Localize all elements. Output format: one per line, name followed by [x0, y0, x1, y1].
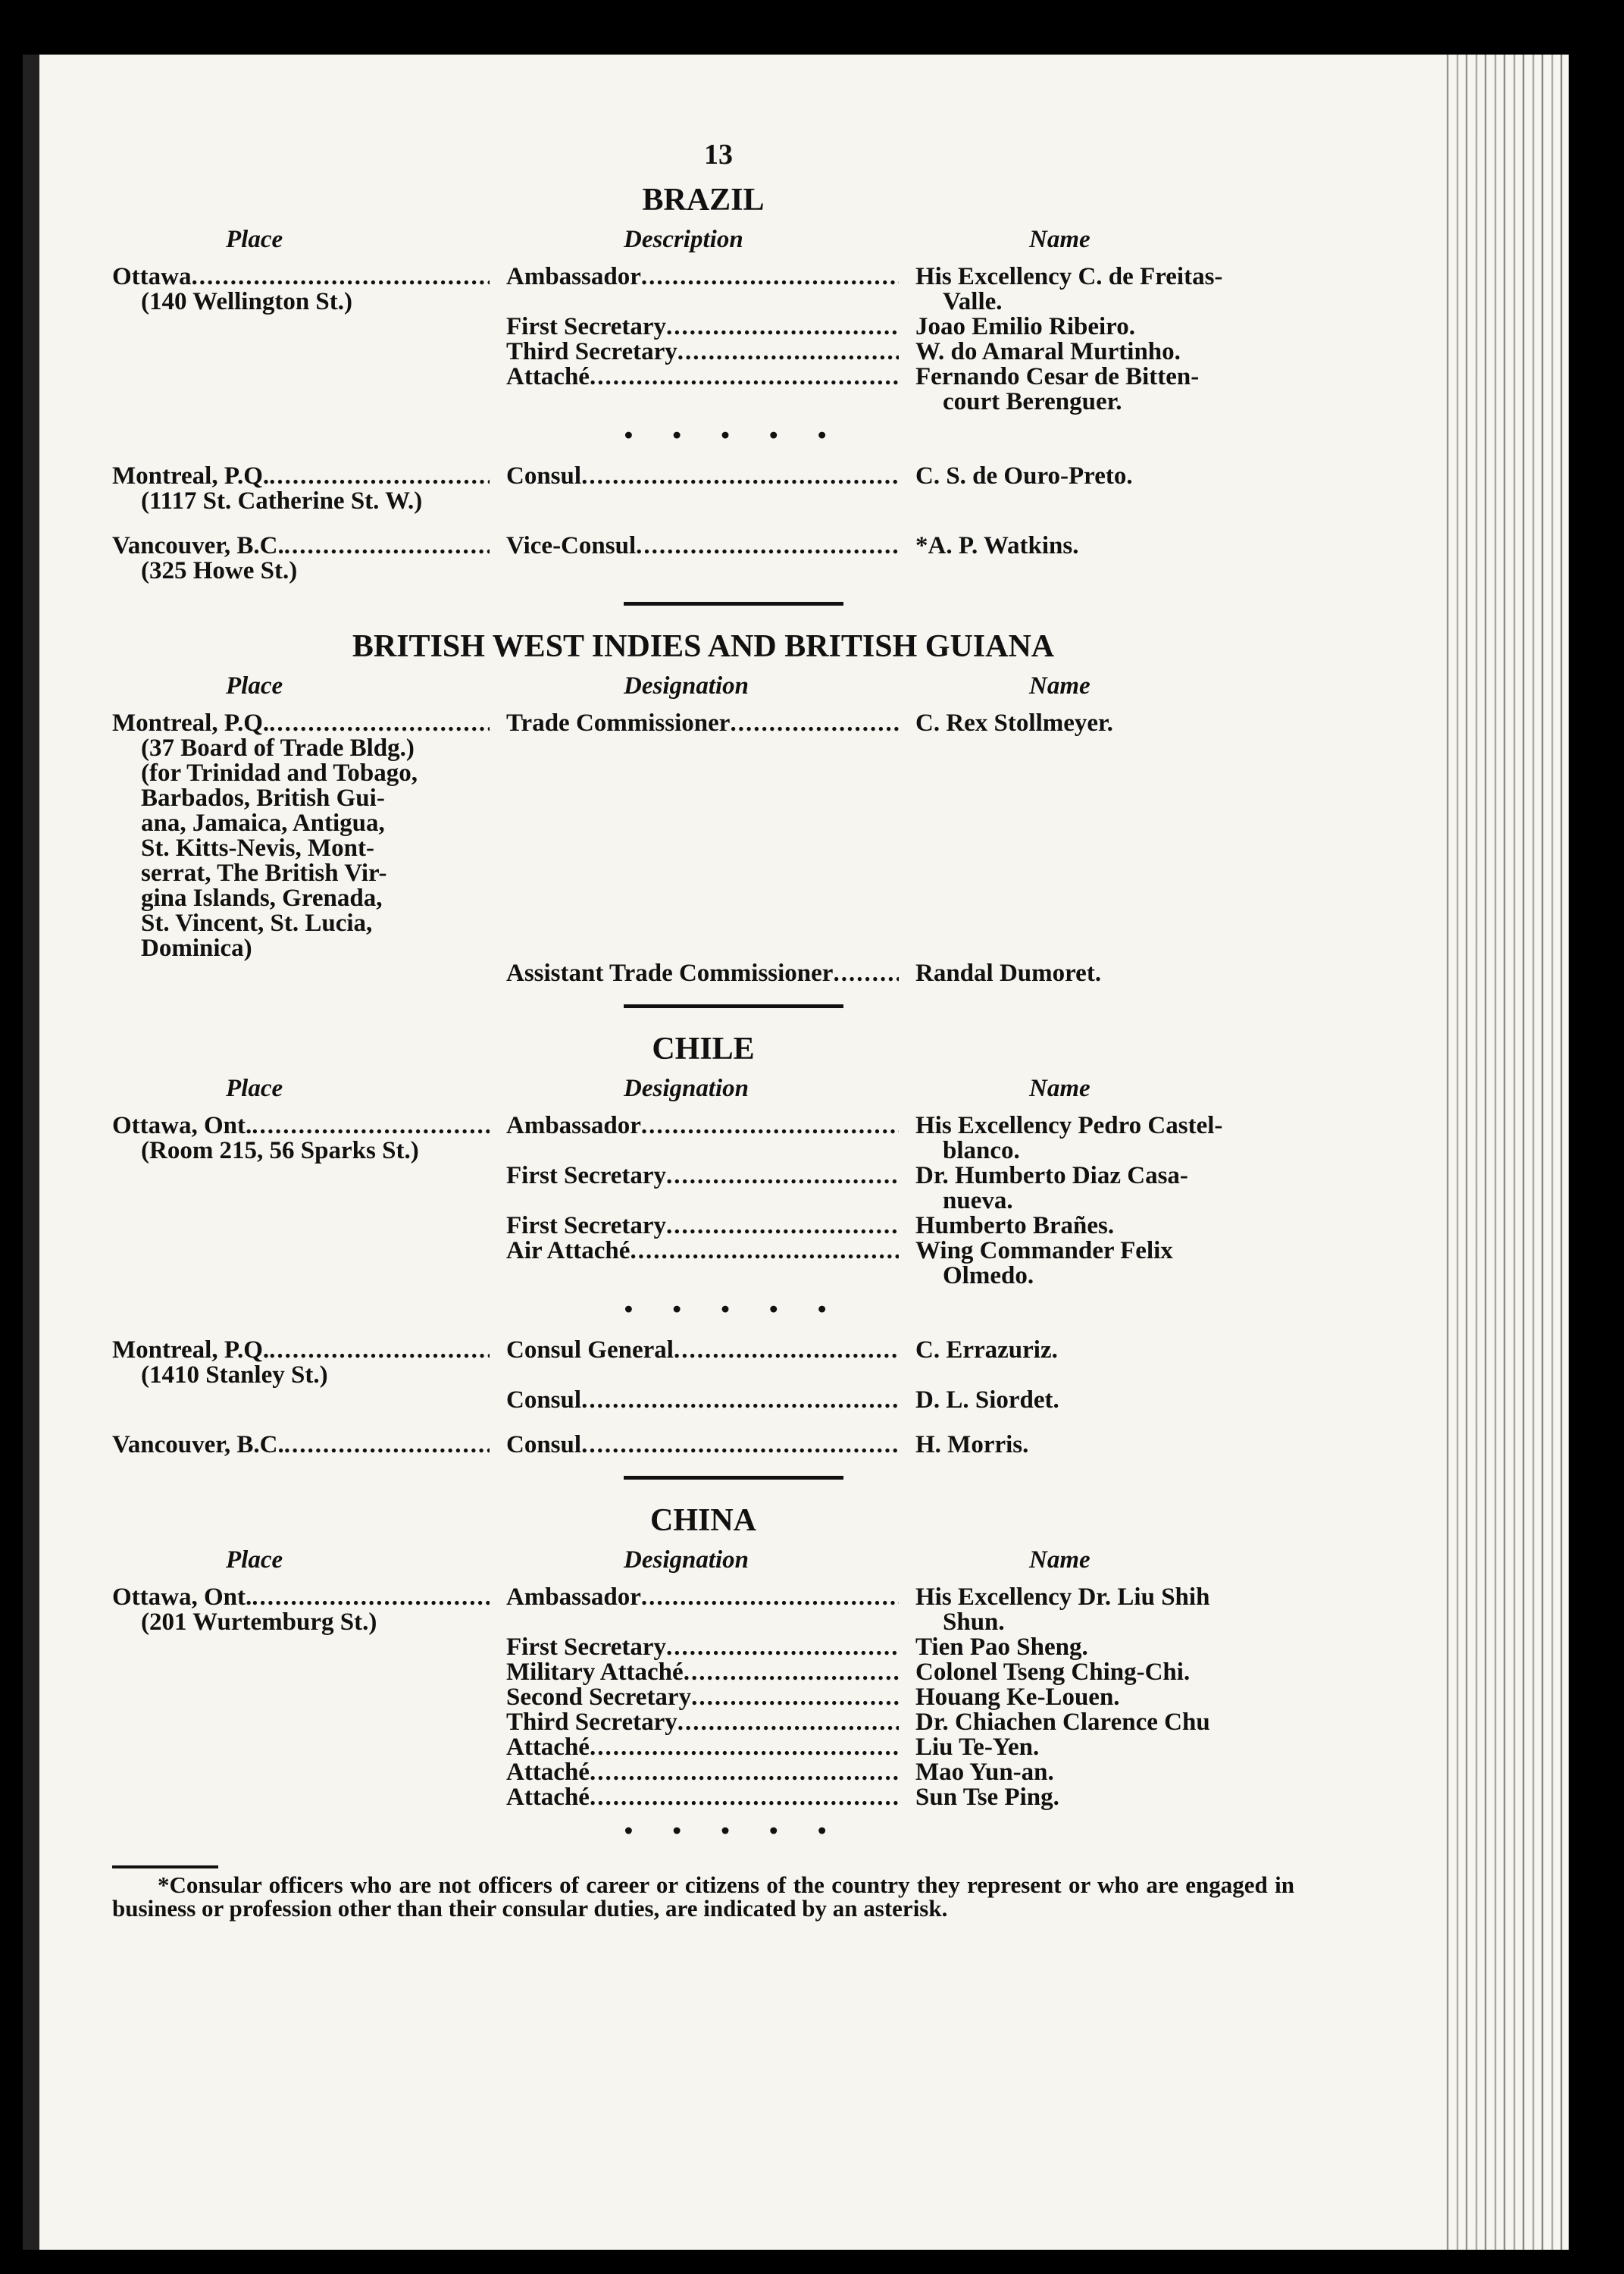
place-cell	[112, 315, 506, 340]
designation	[506, 711, 899, 736]
name-cell	[915, 1685, 1287, 1710]
place-cell	[112, 1735, 506, 1760]
dot-leader	[674, 1338, 899, 1363]
column-headers	[112, 672, 1294, 700]
designation-text: Consul	[506, 1431, 582, 1458]
name: Joao Emilio Ribeiro.	[915, 313, 1135, 340]
entry-row	[112, 315, 1294, 340]
designation-text: Ambassador	[506, 1112, 641, 1139]
document-page	[23, 55, 1569, 2250]
designation	[506, 265, 899, 290]
dot-leader	[666, 1214, 899, 1239]
place-text: Ottawa, Ont.	[112, 1583, 252, 1611]
column-header: Designation	[624, 672, 749, 700]
section-title: BRITISH WEST INDIES AND BRITISH GUIANA	[352, 629, 1055, 664]
name: Houang Ke-Louen.	[915, 1684, 1120, 1711]
designation-text: Military Attaché	[506, 1659, 684, 1686]
designation	[506, 534, 899, 559]
name-cell	[915, 534, 1287, 584]
name-cell	[915, 1214, 1287, 1239]
name: W. do Amaral Murtinho.	[915, 338, 1181, 365]
place-cell	[112, 1433, 506, 1458]
entry-row	[112, 1735, 1294, 1760]
name: Fernando Cesar de Bitten-	[915, 363, 1200, 390]
entry-row	[112, 340, 1294, 365]
name: Randal Dumoret.	[915, 960, 1102, 987]
entry-row	[112, 1164, 1294, 1214]
designation-text: Attaché	[506, 1759, 590, 1786]
place	[112, 464, 490, 489]
designation	[506, 1660, 899, 1685]
address-line: serrat, The British Vir-	[141, 860, 387, 887]
entry-row	[112, 1114, 1294, 1164]
dot-leader	[581, 464, 899, 489]
dot-leader	[641, 265, 899, 290]
address-line: ana, Jamaica, Antigua,	[141, 810, 385, 837]
entry-row	[112, 1388, 1294, 1413]
place-text: Montreal, P.Q.	[112, 1336, 270, 1364]
column-header: Place	[226, 226, 283, 253]
designation-cell	[506, 711, 915, 961]
address: (201 Wurtemburg St.)	[141, 1608, 377, 1636]
binding-edge	[23, 55, 39, 2250]
name-cell	[915, 1585, 1287, 1635]
place-cell	[112, 464, 506, 514]
entry-row	[112, 365, 1294, 415]
name-cell	[915, 1114, 1287, 1164]
place-cell	[112, 1710, 506, 1735]
entry-row	[112, 1660, 1294, 1685]
designation-cell	[506, 315, 915, 340]
column-header: Name	[1029, 672, 1090, 700]
column-header: Name	[1029, 226, 1090, 253]
designation	[506, 961, 899, 986]
designation-text: Consul	[506, 462, 582, 490]
designation-cell	[506, 1685, 915, 1710]
dot-leader	[590, 1735, 899, 1760]
designation-cell	[506, 534, 915, 584]
dot-leader	[191, 265, 490, 290]
dot-leader	[833, 961, 899, 986]
place-cell	[112, 534, 506, 584]
name-cell	[915, 1760, 1287, 1785]
name-cell	[915, 464, 1287, 514]
dot-leader	[252, 1114, 490, 1139]
designation-text: Third Secretary	[506, 338, 677, 365]
designation-cell	[506, 1433, 915, 1458]
dot-leader	[590, 1785, 899, 1810]
designation-cell	[506, 1760, 915, 1785]
entry-row	[112, 1239, 1294, 1289]
column-header: Description	[624, 226, 743, 253]
dot-leader	[581, 1433, 899, 1458]
place-cell	[112, 1635, 506, 1660]
footnote-rule	[112, 1865, 218, 1868]
place-cell	[112, 365, 506, 415]
address-line: Barbados, British Gui-	[141, 785, 385, 812]
place-text: Montreal, P.Q.	[112, 709, 270, 737]
name-cell	[915, 1710, 1287, 1735]
name: His Excellency Pedro Castel-	[915, 1112, 1223, 1139]
name: Sun Tse Ping.	[915, 1784, 1059, 1811]
designation	[506, 1388, 899, 1413]
designation-cell	[506, 1660, 915, 1685]
page-stack-edge	[1440, 55, 1569, 2250]
designation-text: Assistant Trade Commissioner	[506, 960, 834, 987]
designation	[506, 1785, 899, 1810]
name-continuation: Valle.	[943, 288, 1003, 315]
address-line: (37 Board of Trade Bldg.)	[141, 735, 415, 762]
name: *A. P. Watkins.	[915, 532, 1079, 559]
name-cell	[915, 1164, 1287, 1214]
designation-text: Air Attaché	[506, 1237, 631, 1264]
dot-leader	[666, 315, 899, 340]
entry-row	[112, 961, 1294, 986]
designation-cell	[506, 1710, 915, 1735]
place	[112, 711, 490, 736]
designation	[506, 1735, 899, 1760]
separator-bullets: • • • • •	[624, 422, 843, 449]
entry-row	[112, 1760, 1294, 1785]
place-cell	[112, 340, 506, 365]
name: Colonel Tseng Ching-Chi.	[915, 1659, 1191, 1686]
column-header: Place	[226, 672, 283, 700]
name: Dr. Humberto Diaz Casa-	[915, 1162, 1188, 1189]
dot-leader	[666, 1164, 899, 1189]
place-text: Montreal, P.Q.	[112, 462, 270, 490]
place-cell	[112, 1338, 506, 1388]
dot-leader	[641, 1585, 899, 1610]
place	[112, 1338, 490, 1363]
designation-text: Consul	[506, 1386, 582, 1414]
designation-cell	[506, 365, 915, 415]
dot-leader	[590, 365, 899, 390]
name-cell	[915, 1388, 1287, 1413]
place-cell	[112, 1114, 506, 1164]
dot-leader	[666, 1635, 899, 1660]
place	[112, 1114, 490, 1139]
name-cell	[915, 1635, 1287, 1660]
name: Tien Pao Sheng.	[915, 1633, 1088, 1661]
section-title: CHILE	[652, 1032, 755, 1067]
section-rule	[624, 602, 843, 606]
block-gap	[112, 1413, 1294, 1433]
designation-cell	[506, 1635, 915, 1660]
entry-row	[112, 1685, 1294, 1710]
designation	[506, 1585, 899, 1610]
page-number: 13	[704, 139, 733, 171]
dot-leader	[269, 1338, 490, 1363]
place-cell	[112, 1164, 506, 1214]
designation-text: First Secretary	[506, 1212, 667, 1239]
place-cell	[112, 961, 506, 986]
address-line: St. Kitts-Nevis, Mont-	[141, 835, 374, 862]
designation-cell	[506, 1735, 915, 1760]
address: (Room 215, 56 Sparks St.)	[141, 1137, 419, 1164]
address: (1410 Stanley St.)	[141, 1361, 328, 1389]
name-continuation: blanco.	[943, 1137, 1020, 1164]
name-cell	[915, 265, 1287, 315]
dot-leader	[691, 1685, 899, 1710]
name: Liu Te-Yen.	[915, 1734, 1040, 1761]
section-title: BRAZIL	[642, 183, 765, 218]
designation-text: Vice-Consul	[506, 532, 637, 559]
designation-cell	[506, 1585, 915, 1635]
designation-cell	[506, 1388, 915, 1413]
section-rule	[624, 1476, 843, 1480]
designation	[506, 1635, 899, 1660]
name-cell	[915, 315, 1287, 340]
designation	[506, 464, 899, 489]
designation-text: Consul General	[506, 1336, 674, 1364]
designation-text: Attaché	[506, 1784, 590, 1811]
name: C. Errazuriz.	[915, 1336, 1058, 1364]
separator-bullets: • • • • •	[624, 1296, 843, 1323]
place-cell	[112, 711, 506, 961]
designation-cell	[506, 1239, 915, 1289]
entry-row	[112, 1433, 1294, 1458]
designation-cell	[506, 961, 915, 986]
designation-text: Ambassador	[506, 263, 641, 290]
name-cell	[915, 1660, 1287, 1685]
designation	[506, 1164, 899, 1189]
address: (1117 St. Catherine St. W.)	[141, 487, 423, 515]
place-cell	[112, 1585, 506, 1635]
name: C. S. de Ouro-Preto.	[915, 462, 1133, 490]
place-cell	[112, 1214, 506, 1239]
name: H. Morris.	[915, 1431, 1029, 1458]
designation-cell	[506, 265, 915, 315]
designation	[506, 315, 899, 340]
designation-text: Ambassador	[506, 1583, 641, 1611]
designation-text: First Secretary	[506, 1162, 667, 1189]
page-content	[112, 138, 1294, 1920]
dot-leader	[641, 1114, 899, 1139]
name-cell	[915, 1338, 1287, 1388]
dot-leader	[636, 534, 899, 559]
column-header: Place	[226, 1546, 283, 1574]
designation-cell	[506, 464, 915, 514]
entry-row	[112, 1214, 1294, 1239]
designation-text: Second Secretary	[506, 1684, 692, 1711]
place-cell	[112, 1785, 506, 1810]
designation-text: First Secretary	[506, 313, 667, 340]
entry-row	[112, 1635, 1294, 1660]
column-header: Name	[1029, 1546, 1090, 1574]
designation	[506, 365, 899, 390]
name-cell	[915, 711, 1287, 961]
column-headers	[112, 226, 1294, 254]
dot-leader	[284, 534, 490, 559]
address-line: (for Trinidad and Tobago,	[141, 760, 418, 787]
place-cell	[112, 265, 506, 315]
dot-leader	[677, 1710, 899, 1735]
place	[112, 534, 490, 559]
designation	[506, 1239, 899, 1264]
designation	[506, 1760, 899, 1785]
place	[112, 1433, 490, 1458]
designation	[506, 1710, 899, 1735]
place	[112, 265, 490, 290]
designation-cell	[506, 1338, 915, 1388]
separator-bullets: • • • • •	[624, 1818, 843, 1845]
designation-cell	[506, 1164, 915, 1214]
dot-leader	[269, 464, 490, 489]
name-cell	[915, 365, 1287, 415]
name: Mao Yun-an.	[915, 1759, 1054, 1786]
dot-leader	[284, 1433, 490, 1458]
column-header: Designation	[624, 1075, 749, 1102]
name: D. L. Siordet.	[915, 1386, 1059, 1414]
name: C. Rex Stollmeyer.	[915, 709, 1113, 737]
dot-leader	[684, 1660, 899, 1685]
designation-text: First Secretary	[506, 1633, 667, 1661]
dot-leader	[730, 711, 899, 736]
name: Dr. Chiachen Clarence Chu	[915, 1709, 1210, 1736]
column-header: Name	[1029, 1075, 1090, 1102]
address-line: gina Islands, Grenada,	[141, 885, 383, 912]
name-continuation: Shun.	[943, 1608, 1005, 1636]
dot-leader	[630, 1239, 899, 1264]
entry-row	[112, 265, 1294, 315]
designation	[506, 340, 899, 365]
dot-leader	[590, 1760, 899, 1785]
place-cell	[112, 1660, 506, 1685]
entry-row	[112, 1338, 1294, 1388]
column-header: Place	[226, 1075, 283, 1102]
dot-leader	[581, 1388, 899, 1413]
designation	[506, 1685, 899, 1710]
column-header: Designation	[624, 1546, 749, 1574]
name-cell	[915, 1785, 1287, 1810]
place	[112, 1585, 490, 1610]
name-cell	[915, 1433, 1287, 1458]
column-headers	[112, 1546, 1294, 1574]
designation-cell	[506, 1214, 915, 1239]
name-continuation: nueva.	[943, 1187, 1013, 1214]
name-cell	[915, 961, 1287, 986]
block-gap	[112, 514, 1294, 534]
name-cell	[915, 1735, 1287, 1760]
section-title: CHINA	[649, 1503, 756, 1538]
entry-row	[112, 464, 1294, 514]
dot-leader	[677, 340, 899, 365]
designation-text: Attaché	[506, 363, 590, 390]
entry-row	[112, 1785, 1294, 1810]
address: (140 Wellington St.)	[141, 288, 353, 315]
entry-row	[112, 1710, 1294, 1735]
designation	[506, 1433, 899, 1458]
designation-text: Third Secretary	[506, 1709, 677, 1736]
dot-leader	[252, 1585, 490, 1610]
name: Humberto Brañes.	[915, 1212, 1115, 1239]
designation-text: Trade Commissioner	[506, 709, 731, 737]
designation	[506, 1214, 899, 1239]
section-rule	[624, 1004, 843, 1008]
designation-cell	[506, 340, 915, 365]
footnote: *Consular officers who are not officers of career or citizens of the country they represent or who are engaged in business or profession other than their consular duties, are indicated by an asterisk.	[112, 1872, 1294, 1922]
address: (325 Howe St.)	[141, 557, 298, 584]
address-line: St. Vincent, St. Lucia,	[141, 910, 373, 937]
entry-row	[112, 711, 1294, 961]
place-cell	[112, 1388, 506, 1413]
place-cell	[112, 1239, 506, 1289]
designation-text: Attaché	[506, 1734, 590, 1761]
column-headers	[112, 1075, 1294, 1103]
name-cell	[915, 1239, 1287, 1289]
address-line: Dominica)	[141, 935, 252, 962]
place-cell	[112, 1685, 506, 1710]
name-continuation: court Berenguer.	[943, 388, 1122, 415]
place-text: Ottawa	[112, 263, 192, 290]
designation-cell	[506, 1114, 915, 1164]
name: Wing Commander Felix	[915, 1237, 1173, 1264]
name: His Excellency C. de Freitas-	[915, 263, 1223, 290]
entry-row	[112, 534, 1294, 584]
place-text: Ottawa, Ont.	[112, 1112, 252, 1139]
name-continuation: Olmedo.	[943, 1262, 1034, 1289]
place-text: Vancouver, B.C.	[112, 1431, 284, 1458]
place-cell	[112, 1760, 506, 1785]
entry-row	[112, 1585, 1294, 1635]
dot-leader	[269, 711, 490, 736]
designation	[506, 1114, 899, 1139]
designation-cell	[506, 1785, 915, 1810]
name: His Excellency Dr. Liu Shih	[915, 1583, 1210, 1611]
designation	[506, 1338, 899, 1363]
name-cell	[915, 340, 1287, 365]
place-text: Vancouver, B.C.	[112, 532, 284, 559]
